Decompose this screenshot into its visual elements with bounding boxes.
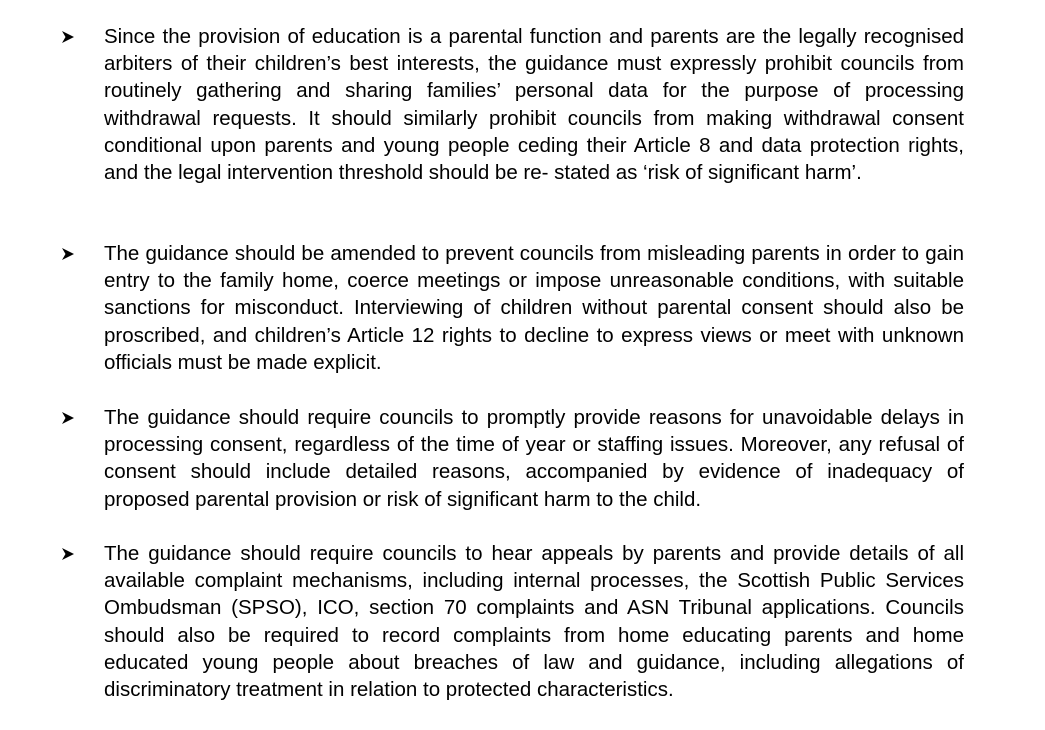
arrow-bullet-icon — [61, 404, 77, 431]
arrow-bullet-icon — [61, 23, 77, 50]
bullet-paragraph: The guidance should be amended to prevent councils from misleading parents in order to gain entry to the family home, coerce meetings or impose unreasonable conditions, with suitable sanctions for misconduct. Interviewing of children without parental consent should also be proscribed, and children’s Article 12 rights to decline to express views or meet with unknown officials must be made explicit. — [104, 242, 964, 374]
arrow-bullet-icon — [61, 540, 77, 567]
bullet-paragraph: The guidance should require councils to hear appeals by parents and provide details of all available complaint mechanisms, including internal processes, the Scottish Public Services Ombudsman (SPSO), ICO, section 70 complaints and ASN Tribunal applications. Councils should also be required to record complaints from home educating parents and home educated young people about breaches of law and guidance, including allegations of discriminatory treatment in relation to protected characteristics. — [104, 542, 964, 702]
bullet-paragraph: Since the provision of education is a parental function and parents are the legally recognised arbiters of their children’s best interests, the guidance must expressly prohibit councils from routinely gathering and sharing families’ personal data for the purpose of processing withdrawal requests. It should similarly prohibit councils from making withdrawal consent conditional upon parents and young people ceding their Article 8 and data protection rights, and the legal intervention threshold should be re- stated as ‘risk of significant harm’. — [104, 25, 964, 185]
arrow-bullet-icon — [61, 240, 77, 267]
bullet-paragraph: The guidance should require councils to promptly provide reasons for unavoidable delays in processing consent, regardless of the time of year or staffing issues. Moreover, any refusal of consent should include detailed reasons, accompanied by evidence of inadequacy of proposed parental provision or risk of significant harm to the child. — [104, 406, 964, 511]
